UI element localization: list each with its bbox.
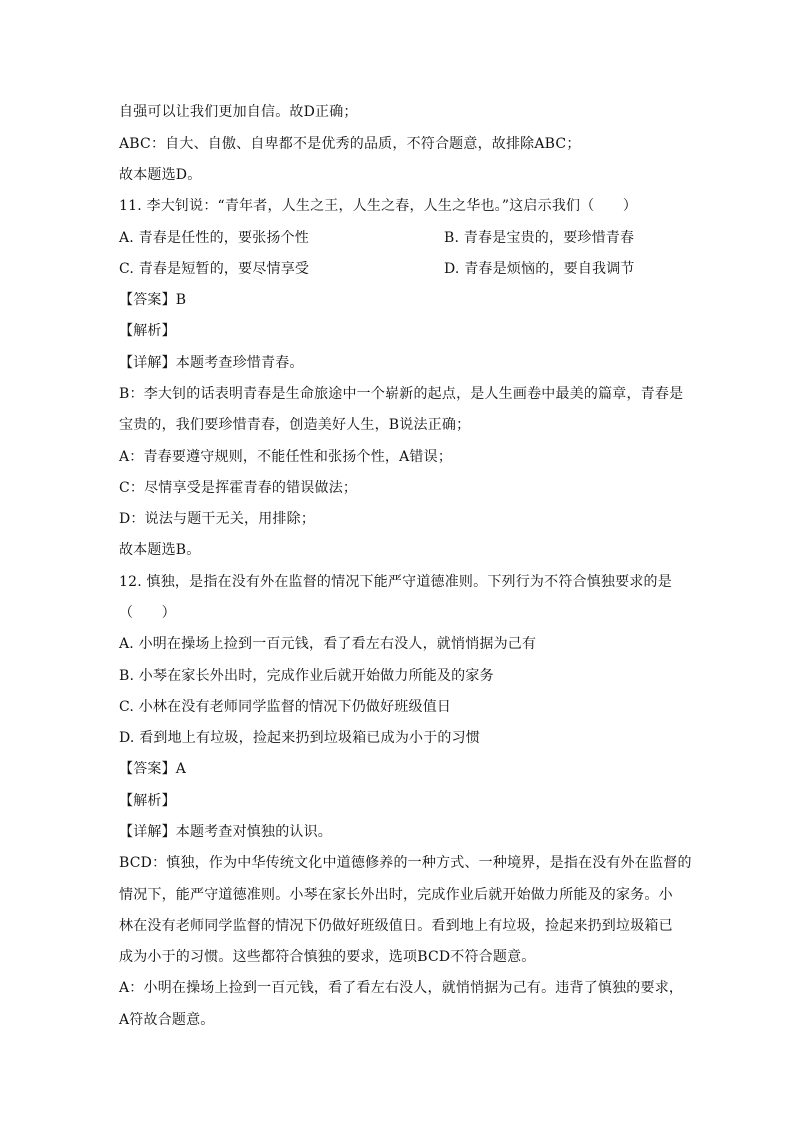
q12-explanation-line-2: 情况下，能严守道德准则。小琴在家长外出时，完成作业后就开始做力所能及的家务。小 xyxy=(119,887,673,903)
q12-explanation-line-1: BCD：慎独，作为中华传统文化中道德修养的一种方式、一种境界，是指在没有外在监督的 xyxy=(119,855,692,871)
q12-option-d: D. 看到地上有垃圾，捡起来扔到垃圾箱已成为小于的习惯 xyxy=(119,730,481,746)
prev-explanation-line-1: 自强可以让我们更加自信。故D正确； xyxy=(119,104,358,120)
q11-explanation-line-1: B：李大钊的话表明青春是生命旅途中一个崭新的起点，是人生画卷中最美的篇章，青春是 xyxy=(119,386,684,402)
q12-explanation-line-3: 林在没有老师同学监督的情况下仍做好班级值日。看到地上有垃圾，捡起来扔到垃圾箱已 xyxy=(119,918,673,934)
prev-explanation-line-2: ABC：自大、自傲、自卑都不是优秀的品质，不符合题意，故排除ABC； xyxy=(119,136,581,152)
prev-conclusion: 故本题选D。 xyxy=(119,167,202,183)
q12-explanation-line-4: 成为小于的习惯。这些都符合慎独的要求，选项BCD不符合题意。 xyxy=(119,949,536,965)
q12-option-c: C. 小林在没有老师同学监督的情况下仍做好班级值日 xyxy=(119,699,452,715)
q12-answer: 【答案】A xyxy=(119,761,187,777)
q11-analysis-heading: 【解析】 xyxy=(119,323,176,339)
q12-conclusion: A符故合题意。 xyxy=(119,1012,215,1028)
q11-explanation-line-3: A：青春要遵守规则，不能任性和张扬个性，A错误； xyxy=(119,449,453,465)
q12-stem-line-1: 12. 慎独，是指在没有外在监督的情况下能严守道德准则。下列行为不符合慎独要求的是 xyxy=(119,574,672,590)
q11-detail: 【详解】本题考查珍惜青春。 xyxy=(119,355,304,371)
q11-option-c: C. 青春是短暂的，要尽情享受 xyxy=(119,261,310,277)
q12-detail: 【详解】本题考查对慎独的认识。 xyxy=(119,824,332,840)
q12-stem-line-2: （ ） xyxy=(119,605,176,621)
q11-explanation-line-4: C：尽情享受是挥霍青春的错误做法； xyxy=(119,480,358,496)
q11-stem: 11. 李大钊说：“青年者，人生之王，人生之春，人生之华也。”这启示我们（ ） xyxy=(119,198,638,214)
q12-explanation-line-5: A：小明在操场上捡到一百元钱，看了看左右没人，就悄悄据为己有。违背了慎独的要求， xyxy=(119,980,684,996)
q11-explanation-line-5: D：说法与题干无关，用排除； xyxy=(119,511,316,527)
q11-conclusion: 故本题选B。 xyxy=(119,542,201,558)
q11-explanation-line-2: 宝贵的，我们要珍惜青春，创造美好人生，B说法正确； xyxy=(119,417,471,433)
q12-option-a: A. 小明在操场上捡到一百元钱，看了看左右没人，就悄悄据为己有 xyxy=(119,636,537,652)
q12-analysis-heading: 【解析】 xyxy=(119,793,176,809)
q11-option-a: A. 青春是任性的，要张扬个性 xyxy=(119,230,310,246)
q11-option-b: B. 青春是宝贵的，要珍惜青春 xyxy=(444,230,635,246)
q11-answer: 【答案】B xyxy=(119,292,187,308)
q12-option-b: B. 小琴在家长外出时，完成作业后就开始做力所能及的家务 xyxy=(119,668,494,684)
q11-option-d: D. 青春是烦恼的，要自我调节 xyxy=(444,261,635,277)
